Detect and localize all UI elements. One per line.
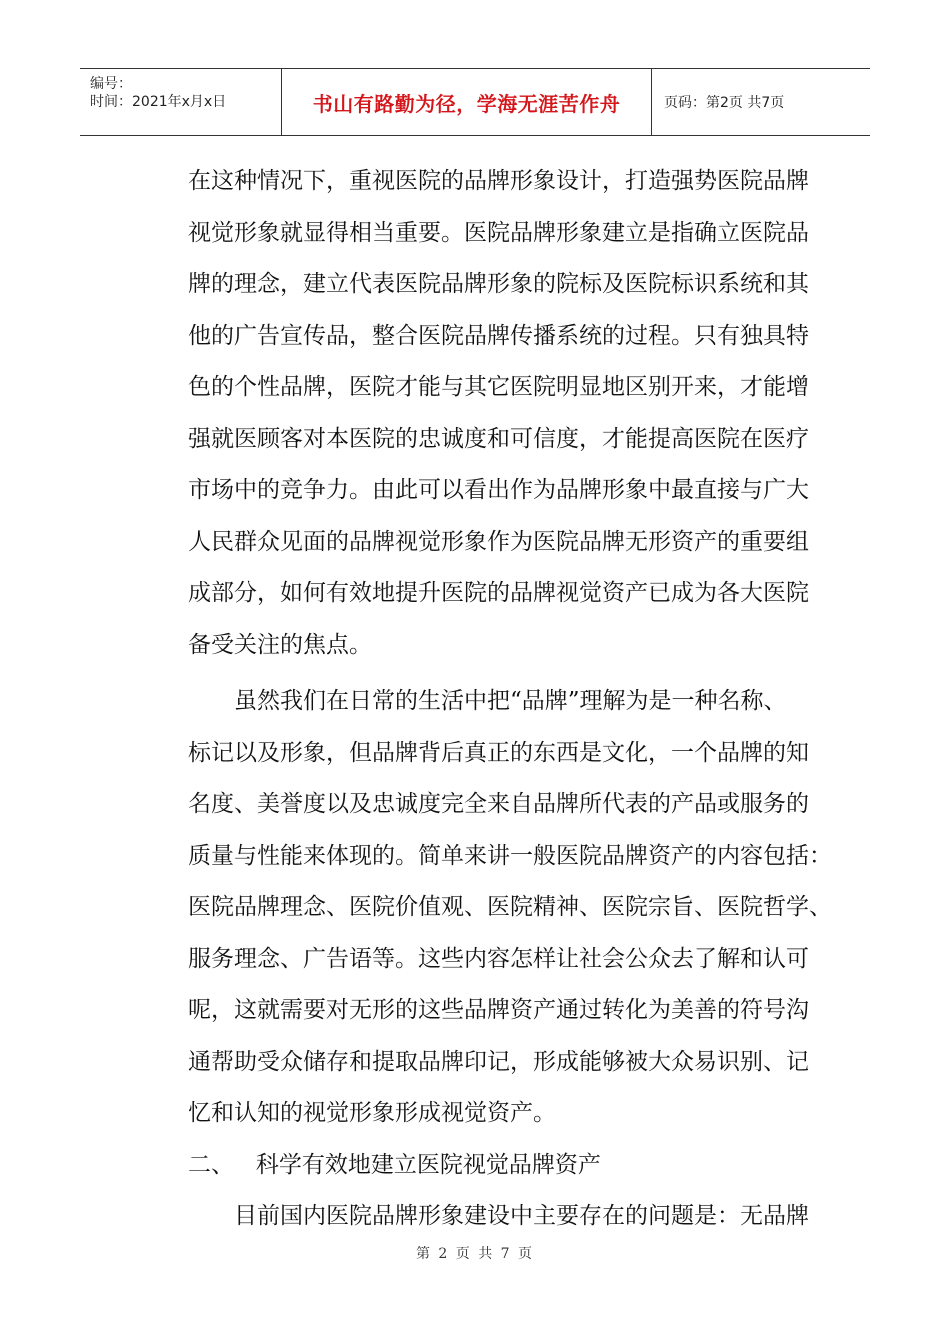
header-motto: 书山有路勤为径，学海无涯苦作舟 <box>282 69 652 135</box>
body-line: 人民群众见面的品牌视觉形象作为医院品牌无形资产的重要组 <box>188 528 809 555</box>
body-line: 忆和认知的视觉形象形成视觉资产。 <box>188 1100 556 1126</box>
body-line: 医院品牌理念、医院价值观、医院精神、医院宗旨、医院哲学、 <box>188 894 832 920</box>
section-heading: 二、 科学有效地建立医院视觉品牌资产 <box>188 1151 601 1178</box>
body-line: 服务理念、广告语等。这些内容怎样让社会公众去了解和认可 <box>188 945 809 972</box>
body-line: 标记以及形象，但品牌背后真正的东西是文化，一个品牌的知 <box>188 739 809 766</box>
body-line: 备受关注的焦点。 <box>188 631 372 658</box>
body-line: 色的个性品牌，医院才能与其它医院明显地区别开来，才能增 <box>188 374 809 400</box>
body-line: 市场中的竞争力。由此可以看出作为品牌形象中最直接与广大 <box>188 477 809 503</box>
body-line: 质量与性能来体现的。简单来讲一般医院品牌资产的内容包括： <box>188 842 832 869</box>
body-line: 呢，这就需要对无形的这些品牌资产通过转化为美善的符号沟 <box>188 997 809 1023</box>
body-line: 成部分，如何有效地提升医院的品牌视觉资产已成为各大医院 <box>188 580 809 606</box>
body-line: 通帮助受众储存和提取品牌印记，形成能够被大众易识别、记 <box>188 1048 809 1075</box>
document-body <box>188 156 832 1243</box>
page-footer: 第 2 页 共 7 页 <box>415 1246 535 1262</box>
body-line: 他的广告宣传品，整合医院品牌传播系统的过程。只有独具特 <box>188 322 809 349</box>
paragraph-start-line: 虽然我们在日常的生活中把“品牌”理解为是一种名称、 <box>234 688 787 714</box>
document-date: 时间：2021年x月x日 <box>90 94 227 110</box>
header-page-info: 页码：第2页 共7页 <box>664 95 785 111</box>
body-line: 名度、美誉度以及忠诚度完全来自品牌所代表的产品或服务的 <box>188 791 809 817</box>
page-header <box>80 68 870 136</box>
paragraph-start-line: 目前国内医院品牌形象建设中主要存在的问题是：无品牌 <box>234 1203 809 1229</box>
body-line: 在这种情况下，重视医院的品牌形象设计，打造强势医院品牌 <box>188 168 809 194</box>
body-line: 牌的理念，建立代表医院品牌形象的院标及医院标识系统和其 <box>188 271 809 297</box>
header-meta <box>80 69 282 135</box>
document-number-label: 编号： <box>90 76 132 92</box>
body-line: 强就医顾客对本医院的忠诚度和可信度，才能提高医院在医疗 <box>188 425 809 452</box>
body-line: 视觉形象就显得相当重要。医院品牌形象建立是指确立医院品 <box>188 219 809 246</box>
